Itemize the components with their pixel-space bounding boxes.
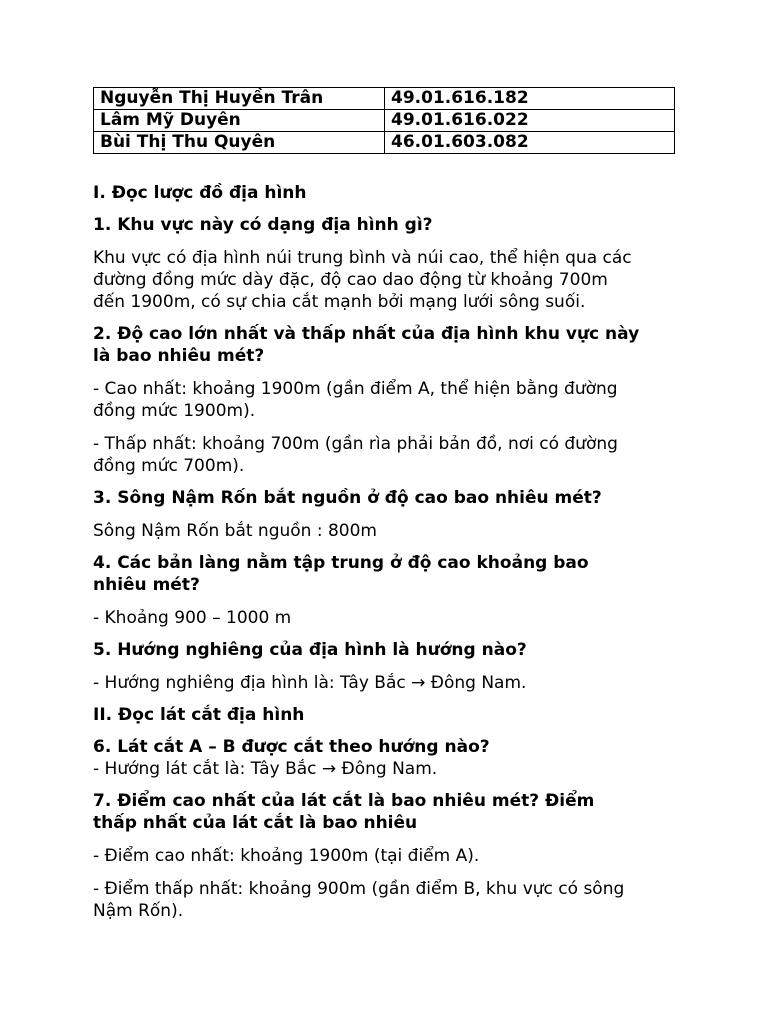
answer-2-min-line: đồng mức 700m). <box>93 456 245 476</box>
question-7-line: thấp nhất của lát cắt là bao nhiêu <box>93 813 418 833</box>
student-name: Lâm Mỹ Duyên <box>94 110 385 132</box>
student-id: 46.01.603.082 <box>385 132 675 154</box>
question-1: 1. Khu vực này có dạng địa hình gì? <box>93 215 433 235</box>
answer-6: - Hướng lát cắt là: Tây Bắc → Đông Nam. <box>93 759 438 779</box>
table-row <box>94 132 675 154</box>
student-id: 49.01.616.182 <box>385 88 675 110</box>
section-title: II. Đọc lát cắt địa hình <box>93 705 305 725</box>
answer-7-min-line: Nậm Rốn). <box>93 901 184 921</box>
document-page <box>93 87 683 922</box>
section-title: I. Đọc lược đồ địa hình <box>93 183 307 203</box>
document-body <box>93 182 683 922</box>
answer-1-line: Khu vực có địa hình núi trung bình và núi cao, thể hiện qua các <box>93 248 632 268</box>
table-row <box>94 110 675 132</box>
answer-5: - Hướng nghiêng địa hình là: Tây Bắc → Đông Nam. <box>93 673 527 693</box>
answer-2-max-line: - Cao nhất: khoảng 1900m (gần điểm A, thể hiện bằng đường <box>93 379 618 399</box>
question-6: 6. Lát cắt A – B được cắt theo hướng nào? <box>93 737 490 757</box>
question-2-line: 2. Độ cao lớn nhất và thấp nhất của địa hình khu vực này <box>93 324 640 344</box>
student-name: Nguyễn Thị Huyền Trân <box>94 88 385 110</box>
answer-7-max: - Điểm cao nhất: khoảng 1900m (tại điểm A). <box>93 846 480 866</box>
answer-1-line: đường đồng mức dày đặc, độ cao dao động từ khoảng 700m <box>93 270 608 290</box>
question-3: 3. Sông Nậm Rốn bắt nguồn ở độ cao bao nhiêu mét? <box>93 488 602 508</box>
student-table <box>93 87 675 154</box>
question-5: 5. Hướng nghiêng của địa hình là hướng nào? <box>93 640 527 660</box>
question-4-line: nhiêu mét? <box>93 575 200 595</box>
answer-1-line: đến 1900m, có sự chia cắt mạnh bởi mạng lưới sông suối. <box>93 292 586 312</box>
student-name: Bùi Thị Thu Quyên <box>94 132 385 154</box>
answer-2-max-line: đồng mức 1900m). <box>93 401 256 421</box>
answer-2-min-line: - Thấp nhất: khoảng 700m (gần rìa phải bản đồ, nơi có đường <box>93 434 618 454</box>
answer-7-min-line: - Điểm thấp nhất: khoảng 900m (gần điểm B, khu vực có sông <box>93 879 625 899</box>
question-2-line: là bao nhiêu mét? <box>93 346 265 366</box>
answer-4: - Khoảng 900 – 1000 m <box>93 608 292 628</box>
question-7-line: 7. Điểm cao nhất của lát cắt là bao nhiêu mét? Điểm <box>93 791 595 811</box>
student-id: 49.01.616.022 <box>385 110 675 132</box>
question-4-line: 4. Các bản làng nằm tập trung ở độ cao khoảng bao <box>93 553 589 573</box>
table-row <box>94 88 675 110</box>
answer-3: Sông Nậm Rốn bắt nguồn : 800m <box>93 521 377 541</box>
